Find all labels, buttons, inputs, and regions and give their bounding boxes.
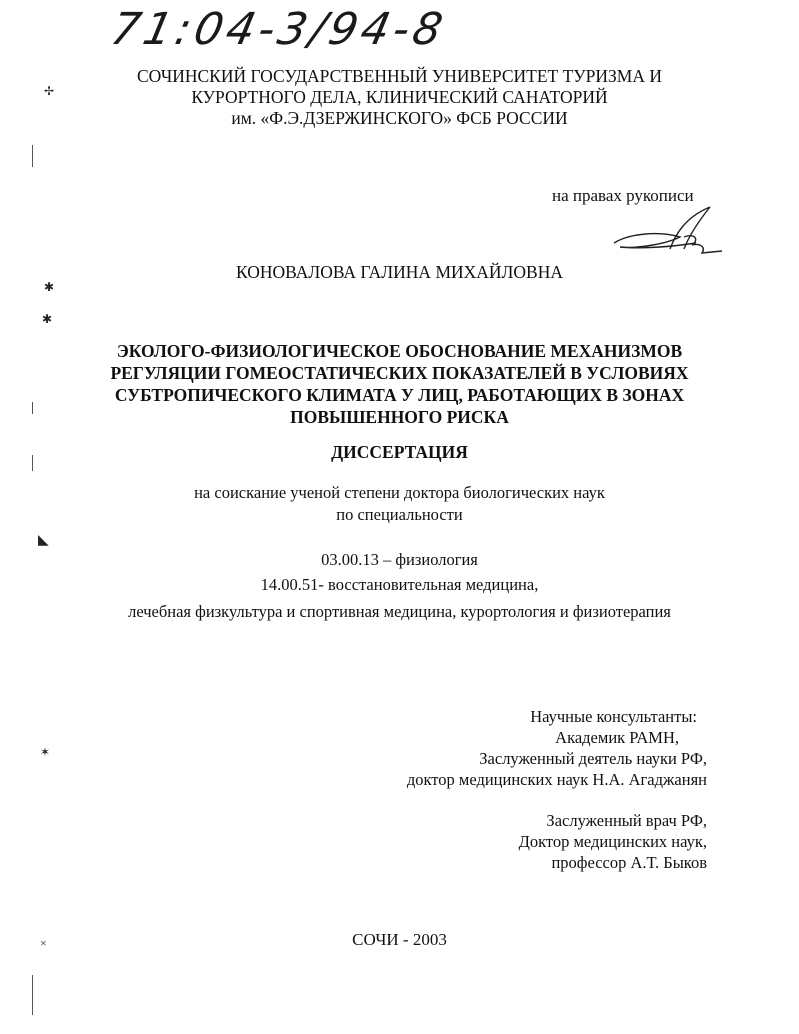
document-type: ДИССЕРТАЦИЯ [331,442,468,462]
scan-line [32,402,33,414]
consultant-2-line-3: профессор А.Т. Быков [551,853,707,872]
archive-number: 71:04-3/94-8 [106,4,451,55]
scan-mark-icon: ✱ [44,280,55,294]
specialty-line-2: 14.00.51- восстановительная медицина, [260,575,539,594]
scan-line [32,455,33,471]
institution-line-1: СОЧИНСКИЙ ГОСУДАРСТВЕННЫЙ УНИВЕРСИТЕТ ТУРИЗМА И [136,66,663,86]
scan-line [32,145,33,167]
consultant-1-line-3: доктор медицинских наук Н.А. Агаджанян [406,770,707,789]
scan-mark-icon: ✢ [44,84,55,98]
consultant-1-line-2: Заслуженный деятель науки РФ, [479,749,707,768]
specialty-line-3: лечебная физкультура и спортивная медицина, курортология и физиотерапия [128,602,671,621]
author-name: КОНОВАЛОВА ГАЛИНА МИХАЙЛОВНА [235,262,564,282]
scan-line [32,975,33,1015]
scan-mark-icon: × [40,936,47,950]
scan-mark-icon: ◣ [38,533,49,548]
title-line-2: РЕГУЛЯЦИИ ГОМЕОСТАТИЧЕСКИХ ПОКАЗАТЕЛЕЙ В УСЛОВИЯХ [110,363,689,383]
degree-line-2: по специальности [336,505,463,524]
specialty-line-1: 03.00.13 – физиология [321,550,478,569]
degree-line-1: на соискание ученой степени доктора биологических наук [194,483,605,502]
scan-mark-icon: ✶ [40,745,51,759]
consultant-1-line-1: Академик РАМН, [555,728,679,747]
consultant-2-line-2: Доктор медицинских наук, [518,832,707,851]
scan-mark-icon: ✱ [42,312,53,326]
institution-line-2: КУРОРТНОГО ДЕЛА, КЛИНИЧЕСКИЙ САНАТОРИЙ [191,87,608,107]
city-year: СОЧИ - 2003 [352,930,447,949]
institution-line-3: им. «Ф.Э.ДЗЕРЖИНСКОГО» ФСБ РОССИИ [231,108,568,128]
title-line-1: ЭКОЛОГО-ФИЗИОЛОГИЧЕСКОЕ ОБОСНОВАНИЕ МЕХАНИЗМОВ [116,341,683,361]
title-line-3: СУБТРОПИЧЕСКОГО КЛИМАТА У ЛИЦ, РАБОТАЮЩИХ В ЗОНАХ [114,385,685,405]
consultant-2-line-1: Заслуженный врач РФ, [546,811,707,830]
consultants-heading: Научные консультанты: [530,707,697,726]
title-line-4: ПОВЫШЕННОГО РИСКА [290,407,509,427]
rights-note: на правах рукописи [552,186,694,205]
signature-icon [610,203,730,259]
